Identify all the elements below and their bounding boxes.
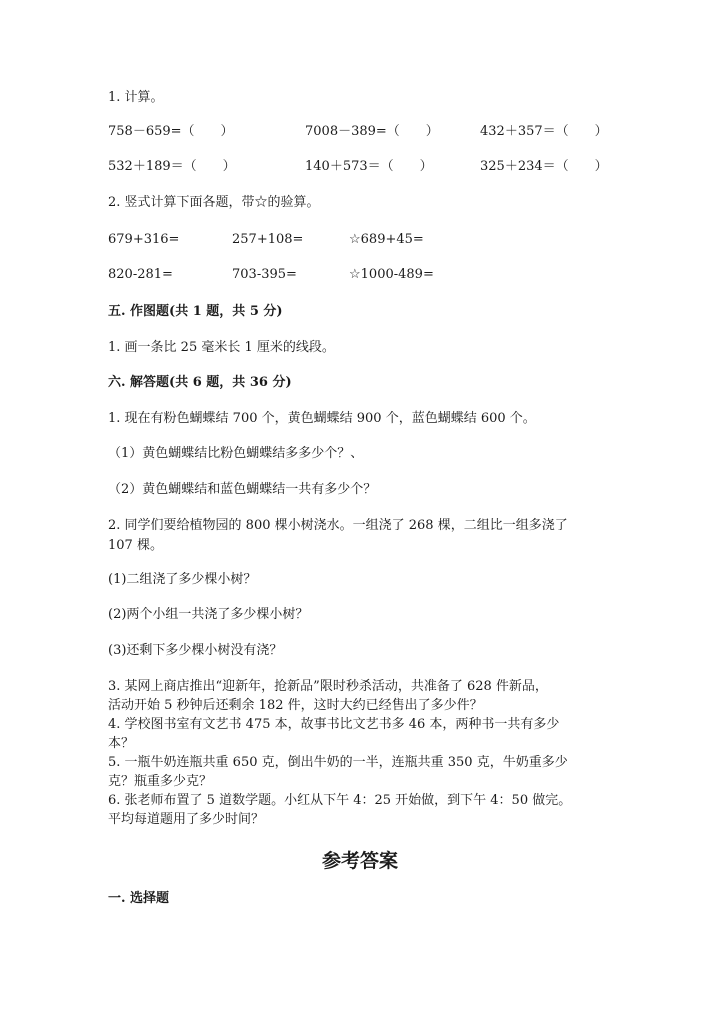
vertical-heading: 2. 竖式计算下面各题，带☆的验算。 bbox=[108, 195, 320, 210]
vertical-item: ☆689+45= bbox=[349, 232, 424, 247]
vertical-item: ☆1000-489= bbox=[349, 267, 434, 282]
calc-item: 432＋357＝（ ） bbox=[480, 124, 608, 139]
question-6-line-1: 6. 张老师布置了 5 道数学题。小红从下午 4：25 开始做，到下午 4：50 做完。 bbox=[108, 793, 572, 808]
question-1: 1. 现在有粉色蝴蝶结 700 个，黄色蝴蝶结 900 个，蓝色蝴蝶结 600 个。 bbox=[108, 411, 536, 426]
question-2-line-1: 2. 同学们要给植物园的 800 棵小树浇水。一组浇了 268 棵，二组比一组多浇了 bbox=[108, 518, 568, 533]
question-4-line-1: 4. 学校图书室有文艺书 475 本，故事书比文艺书多 46 本，两种书一共有多少 bbox=[108, 717, 560, 732]
answers-title: 参考答案 bbox=[321, 850, 398, 872]
section5-heading: 五. 作图题(共 1 题，共 5 分) bbox=[108, 304, 283, 319]
calc-item: 758－659=（ ） bbox=[108, 124, 234, 139]
question-3-line-2: 活动开始 5 秒钟后还剩余 182 件，这时大约已经售出了多少件？ bbox=[108, 698, 483, 713]
question-1-part-2: （2）黄色蝴蝶结和蓝色蝴蝶结一共有多少个？ bbox=[108, 482, 377, 497]
calc-item: 532＋189＝（ ） bbox=[108, 159, 236, 174]
answers-section-heading: 一. 选择题 bbox=[108, 891, 170, 906]
vertical-item: 820-281= bbox=[108, 267, 173, 282]
question-2-part-3: (3)还剩下多少棵小树没有浇？ bbox=[108, 643, 283, 658]
vertical-item: 703-395= bbox=[232, 267, 297, 282]
question-6-line-2: 平均每道题用了多少时间？ bbox=[108, 812, 265, 827]
section5-question: 1. 画一条比 25 毫米长 1 厘米的线段。 bbox=[108, 340, 335, 355]
section6-heading: 六. 解答题(共 6 题，共 36 分) bbox=[108, 375, 292, 390]
question-4-line-2: 本？ bbox=[108, 736, 135, 751]
calc-item: 140＋573＝（ ） bbox=[305, 159, 433, 174]
question-5-line-2: 克？瓶重多少克？ bbox=[108, 774, 213, 789]
vertical-item: 257+108= bbox=[232, 232, 304, 247]
question-2-part-2: (2)两个小组一共浇了多少棵小树？ bbox=[108, 607, 309, 622]
question-3-line-1: 3. 某网上商店推出“迎新年，抢新品”限时秒杀活动，共准备了 628 件新品， bbox=[108, 679, 548, 694]
question-5-line-1: 5. 一瓶牛奶连瓶共重 650 克，倒出牛奶的一半，连瓶共重 350 克，牛奶重多少 bbox=[108, 755, 568, 770]
question-2-part-1: (1)二组浇了多少棵小树？ bbox=[108, 572, 257, 587]
question-1-part-1: （1）黄色蝴蝶结比粉色蝴蝶结多多少个？、 bbox=[108, 446, 364, 461]
calc-item: 7008－389=（ ） bbox=[305, 124, 439, 139]
vertical-item: 679+316= bbox=[108, 232, 180, 247]
calc-item: 325＋234＝（ ） bbox=[480, 159, 608, 174]
question-2-line-2: 107 棵。 bbox=[108, 538, 163, 553]
calc-heading: 1. 计算。 bbox=[108, 90, 164, 105]
